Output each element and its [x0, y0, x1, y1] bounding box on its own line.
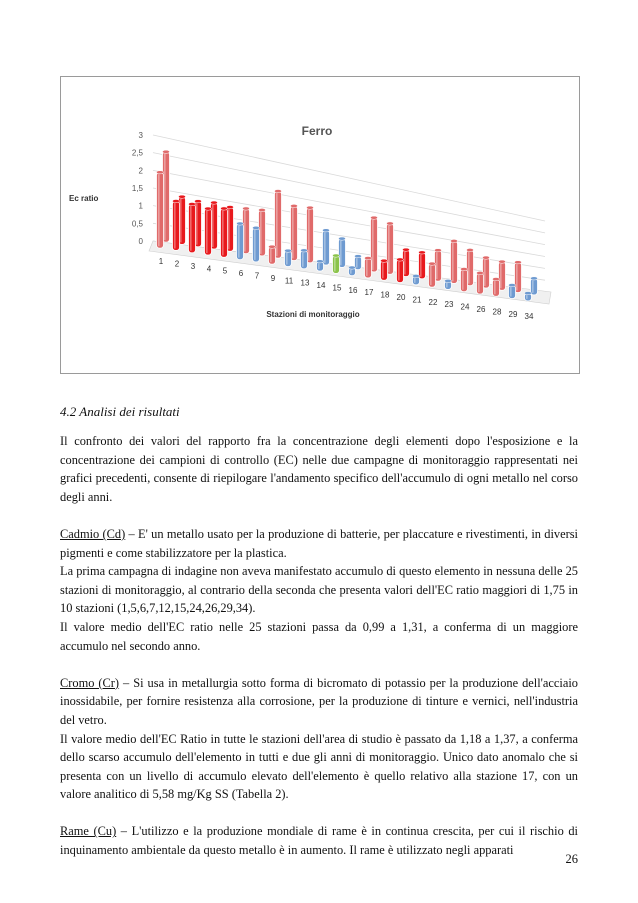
- x-tick-label: 4: [206, 264, 212, 274]
- x-tick-label: 34: [524, 312, 534, 322]
- cromo-text-1: – Si usa in metallurgia sotto forma di bicromato di potassio per la produzione dell'acciaio inossidabile, per fornire resistenza alla corrosione, per la produzione di tinture e vernici, nell'industria del vetro.: [60, 675, 578, 727]
- bar-campagna-2: [323, 229, 330, 265]
- bar-campagna-1: [397, 258, 404, 283]
- rame-text-1: – L'utilizzo e la produzione mondiale di rame è in continua crescita, per cui il rischio di inquinamento ambientale da questo metallo è in aumento. Il rame è utilizzato negli apparati: [60, 824, 578, 858]
- bar-campagna-1: [253, 226, 260, 262]
- term-cromo: Cromo (Cr): [60, 675, 120, 690]
- y-tick-label: 0: [138, 237, 143, 246]
- cadmio-text-1: – E' un metallo usato per la produzione di batterie, per placcature e rivestimenti, in diversi pigmenti e come stabilizzatore per la plastica.: [60, 526, 578, 560]
- x-axis-label: Stazioni di monitoraggio: [266, 310, 360, 319]
- bar-campagna-1: [221, 207, 228, 257]
- paragraph-cromo: [60, 674, 578, 730]
- bar-campagna-2: [451, 239, 458, 283]
- bar-campagna-1: [413, 274, 420, 284]
- bar-campagna-1: [525, 292, 532, 301]
- x-tick-label: 9: [270, 273, 276, 283]
- paragraph-cromo-2: Il valore medio dell'EC Ratio in tutte le stazioni dell'area di studio è passato da 1,18 a 1,37, a conferma dello scarso accumulo dell'elemento in tutti e due gli anni di monitoraggio. Unico dato anomalo che si presenta con un livello di accumulo elevato dell'elemento è quello relativo alla stazione 17, con un valore analitico di 5,58 mg/Kg SS (Tabella 2).: [60, 731, 578, 802]
- bar-campagna-1: [493, 278, 500, 297]
- bar-campagna-1: [477, 271, 484, 294]
- bar-campagna-1: [429, 262, 436, 287]
- bar-campagna-1: [205, 207, 212, 255]
- x-tick-label: 18: [380, 290, 390, 300]
- x-tick-label: 1: [158, 257, 164, 267]
- bar-campagna-1: [349, 266, 356, 276]
- x-tick-label: 11: [284, 276, 294, 286]
- paragraph-cadmio-3: Il valore medio dell'EC ratio nelle 25 stazioni passa da 0,99 a 1,31, a conferma di un maggiore accumulo nel secondo anno.: [60, 619, 578, 653]
- y-tick-label: 3: [138, 131, 143, 140]
- x-tick-label: 23: [444, 300, 454, 310]
- section-heading: 4.2 Analisi dei risultati: [60, 404, 180, 419]
- bar-campagna-1: [173, 199, 180, 250]
- chart-title: Ferro: [301, 124, 333, 138]
- y-tick-label: 1,5: [131, 184, 143, 193]
- y-tick-label: 0,5: [131, 219, 143, 229]
- bar-campagna-2: [419, 251, 426, 279]
- x-tick-label: 24: [460, 302, 470, 312]
- bar-campagna-1: [189, 202, 196, 252]
- paragraph-rame: [60, 822, 578, 859]
- x-tick-label: 5: [222, 266, 228, 276]
- bar-campagna-1: [365, 256, 372, 277]
- x-tick-label: 16: [348, 285, 358, 295]
- bar-campagna-1: [461, 267, 468, 291]
- x-tick-label: 29: [508, 309, 518, 319]
- x-tick-label: 6: [238, 269, 244, 279]
- x-tick-label: 21: [412, 295, 422, 305]
- term-cadmio: Cadmio (Cd): [60, 526, 126, 541]
- y-tick-label: 2: [138, 166, 143, 176]
- paragraph-cadmio-2: La prima campagna di indagine non aveva manifestato accumulo di questo elemento in nessuna delle 25 stazioni di monitoraggio, al contrario della seconda che presenta valori dell'EC ratio maggiori di 1,75 in 10 stazioni (1,5,6,7,12,15,24,26,29,34).: [60, 564, 578, 616]
- bar-campagna-1: [285, 249, 292, 266]
- y-axis-label: Ec ratio: [69, 194, 99, 203]
- x-tick-label: 14: [316, 281, 326, 291]
- paragraph-intro: Il confronto dei valori del rapporto fra la concentrazione degli elementi dopo l'esposizione e la concentrazione dei campioni di controllo (EC) nelle due campagne di monitoraggio rappresentati nei grafici precedenti, consente di riepilogare l'andamento specifico dell'accumulo di ogni metallo nel corso degli anni.: [60, 434, 578, 504]
- bar-campagna-1: [269, 245, 276, 264]
- bar-campagna-1: [445, 279, 452, 289]
- x-tick-label: 28: [492, 307, 502, 317]
- x-tick-label: 2: [174, 259, 180, 269]
- x-tick-label: 7: [254, 271, 260, 281]
- bar-campagna-1: [317, 260, 324, 271]
- bar-campagna-1: [333, 254, 340, 273]
- bars: [157, 150, 538, 321]
- x-tick-label: 26: [476, 304, 486, 314]
- ferro-chart: [61, 77, 579, 373]
- x-tick-label: 3: [190, 261, 196, 271]
- bar-campagna-2: [531, 277, 538, 295]
- bar-campagna-1: [237, 222, 244, 260]
- page-number: 26: [565, 852, 578, 866]
- x-tick-label: 15: [332, 283, 342, 293]
- bar-campagna-1: [509, 283, 516, 298]
- body-text: [60, 432, 578, 860]
- bar-campagna-1: [301, 249, 308, 269]
- y-tick-label: 1: [138, 201, 143, 211]
- x-tick-label: 22: [428, 297, 438, 307]
- y-tick-label: 2,5: [131, 148, 143, 158]
- bar-campagna-1: [381, 259, 388, 280]
- term-rame: Rame (Cu): [60, 824, 117, 839]
- chart-frame: [60, 76, 580, 374]
- x-tick-label: 17: [364, 288, 374, 298]
- x-tick-label: 20: [396, 293, 406, 303]
- x-tick-label: 13: [300, 278, 310, 288]
- bar-campagna-1: [157, 171, 164, 248]
- paragraph-cadmio: [60, 525, 578, 562]
